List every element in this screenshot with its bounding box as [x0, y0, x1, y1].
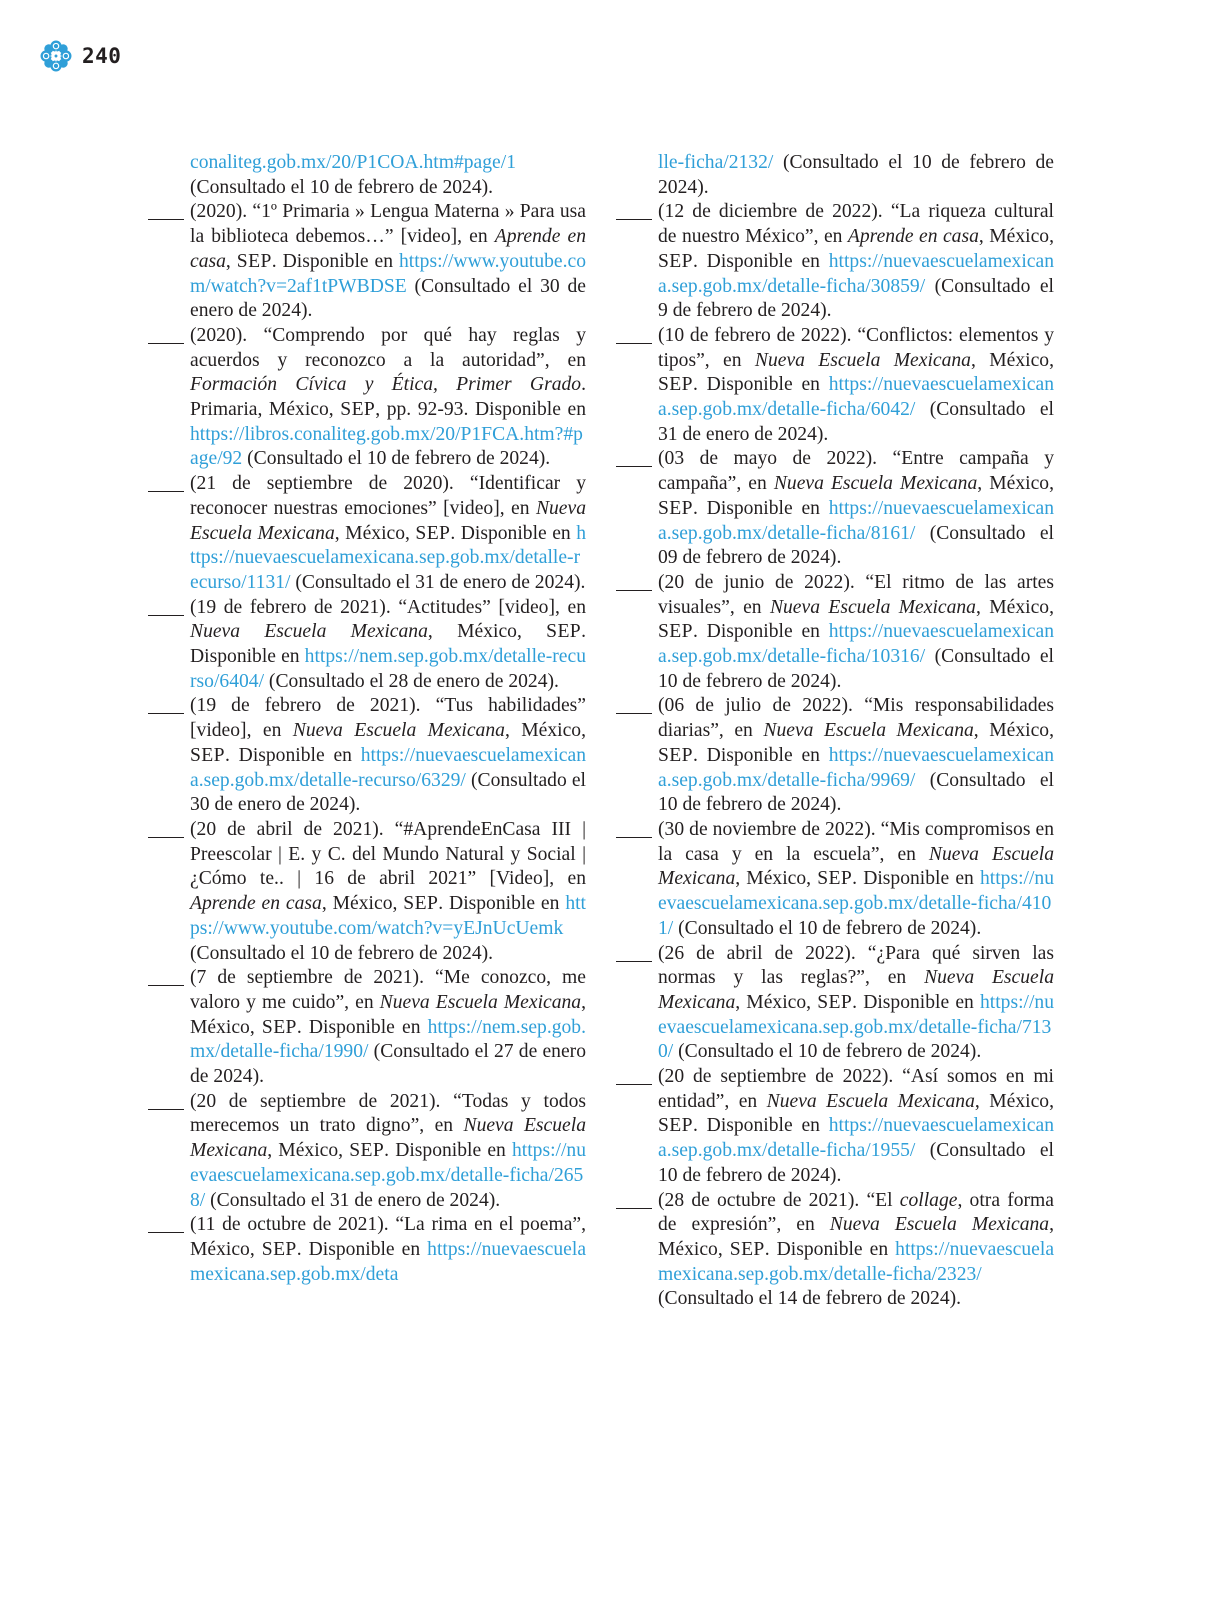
reference-entry	[190, 1090, 586, 1214]
italic-title: Nueva Escuela Mexicana	[190, 497, 586, 544]
reference-link[interactable]: https://www.youtube.com/watch?v=2af1tPWBDSE	[190, 250, 587, 297]
reference-text: (Consultado el 10 de febrero de 2024).	[658, 769, 1054, 816]
reference-text: . Disponible en	[224, 744, 361, 766]
reference-text: , México,	[735, 868, 818, 890]
reference-text: , México,	[658, 1214, 1055, 1260]
reference-text: . Disponible en	[692, 497, 829, 519]
reference-link[interactable]: https://nuevaescuelamexicana.sep.gob.mx/detalle-ficha/6042/	[658, 374, 1054, 421]
reference-text: (Consultado el 10 de febrero de 2024).	[190, 942, 494, 964]
reference-link[interactable]: https://nuevaescuelamexicana.sep.gob.mx/detalle-ficha/9969/	[658, 744, 1054, 791]
reference-text: , México,	[267, 1140, 350, 1162]
reference-entry	[658, 447, 1054, 571]
reference-entry	[658, 1189, 1054, 1313]
reference-entry	[658, 818, 1054, 942]
reference-text: (11 de octubre de 2021). “La rima en el poema”, México,	[190, 1214, 586, 1260]
reference-text: , México,	[334, 522, 416, 544]
reference-text: (Consultado el 31 de enero de 2024).	[290, 571, 586, 593]
reference-text: (30 de noviembre de 2022). “Mis compromisos en la casa y en la escuela”, en	[658, 818, 1054, 865]
reference-text: (26 de abril de 2022). “¿Para qué sirven las normas y las reglas?”, en	[658, 942, 1054, 989]
reference-text: . Disponible en	[692, 250, 829, 272]
publisher-abbrev: SEP	[546, 621, 582, 643]
italic-title: Nueva Escuela Mexicana	[766, 1090, 975, 1112]
page-header	[38, 38, 121, 74]
reference-entry	[190, 966, 586, 1090]
reference-text: (20 de septiembre de 2021). “Todas y todos merecemos un trato digno”, en	[190, 1090, 586, 1137]
italic-title: Nueva Escuela Mexicana	[658, 843, 1054, 890]
reference-entry	[190, 1213, 586, 1287]
reference-link[interactable]: https://nuevaescuelamexicana.sep.gob.mx/detalle-ficha/30859/	[658, 250, 1054, 297]
reference-text: , otra forma de expresión”, en	[658, 1189, 1054, 1236]
reference-link[interactable]: https://nuevaescuelamexicana.sep.gob.mx/detalle-ficha/2323/	[658, 1238, 1055, 1285]
italic-title: Formación Cívica y Ética, Primer Grado	[190, 374, 582, 396]
reference-text: (06 de julio de 2022). “Mis responsabilidades diarias”, en	[658, 695, 1054, 742]
reference-entry	[658, 571, 1054, 695]
reference-text: (Consultado el 30 de enero de 2024).	[190, 275, 586, 322]
italic-title: collage	[899, 1189, 958, 1211]
bibliography-column-right	[658, 151, 1054, 1312]
reference-entry	[658, 151, 1054, 200]
reference-text: (Consultado el 30 de enero de 2024).	[190, 769, 586, 816]
page-number: 240	[82, 44, 122, 68]
publisher-abbrev: SEP	[658, 744, 693, 766]
reference-link[interactable]: https://nuevaescuelamexicana.sep.gob.mx/detalle-recurso/6329/	[190, 744, 586, 791]
reference-text: . Disponible en	[190, 621, 587, 668]
publisher-abbrev: SEP	[403, 893, 439, 915]
reference-link[interactable]: https://nuevaescuelamexicana.sep.gob.mx/detalle-ficha/10316/	[658, 621, 1054, 668]
reference-text: , pp. 92-93. Disponible en	[375, 399, 586, 421]
reference-text: (Consultado el 27 de enero de 2024).	[190, 1041, 586, 1088]
reference-text: . Disponible en	[852, 991, 980, 1013]
publisher-abbrev: SEP	[729, 1238, 765, 1260]
publisher-abbrev: SEP	[340, 399, 376, 421]
reference-text: , México,	[973, 720, 1054, 742]
reference-text: (2020). “1º Primaria » Lengua Materna » Para usa la biblioteca debemos…” [video], en	[190, 201, 586, 248]
reference-text: , México,	[427, 621, 547, 643]
reference-text: . Primaria, México,	[190, 374, 586, 421]
italic-title: Aprende en casa	[847, 226, 979, 248]
reference-text: (Consultado el 31 de enero de 2024).	[658, 399, 1054, 445]
reference-text: (Consultado el 31 de enero de 2024).	[205, 1189, 501, 1211]
reference-text: . Disponible en	[271, 250, 399, 272]
reference-text: . Disponible en	[692, 744, 829, 766]
italic-title: Nueva Escuela Mexicana	[829, 1214, 1050, 1236]
reference-text: . Disponible en	[384, 1140, 512, 1162]
reference-text: (Consultado el 10 de febrero de 2024).	[673, 1041, 982, 1063]
reference-link[interactable]: https://nem.sep.gob.mx/detalle-recurso/6404/	[190, 646, 586, 692]
reference-entry	[658, 324, 1054, 448]
italic-title: Nueva Escuela Mexicana	[769, 596, 976, 618]
reference-text: (Consultado el 14 de febrero de 2024).	[658, 1288, 962, 1310]
reference-text: . Disponible en	[296, 1016, 428, 1038]
publisher-abbrev: SEP	[658, 621, 693, 643]
publisher-abbrev: SEP	[236, 250, 272, 272]
reference-text: (28 de octubre de 2021). “El	[658, 1189, 900, 1211]
reference-text: . Disponible en	[438, 893, 566, 915]
reference-text: (Consultado el 10 de febrero de 2024).	[242, 448, 551, 470]
publisher-abbrev: SEP	[817, 991, 853, 1013]
reference-text: (Consultado el 10 de febrero de 2024).	[658, 152, 1054, 198]
italic-title: Nueva Escuela Mexicana	[658, 967, 1054, 1013]
reference-text: , México,	[735, 991, 818, 1013]
reference-text: (Consultado el 10 de febrero de 2024).	[658, 646, 1054, 692]
publisher-abbrev: SEP	[658, 1115, 693, 1137]
reference-text: (7 de septiembre de 2021). “Me conozco, me valoro y me cuido”, en	[190, 967, 586, 1013]
bibliography-column-left	[190, 151, 586, 1287]
reference-text: . Disponible en	[764, 1238, 896, 1260]
italic-title: Nueva Escuela Mexicana	[763, 720, 974, 742]
reference-text: (Consultado el 9 de febrero de 2024).	[658, 275, 1054, 322]
reference-text: (Consultado el 10 de febrero de 2024).	[673, 917, 982, 939]
publisher-abbrev: SEP	[658, 250, 693, 272]
flower-emblem-icon	[38, 38, 74, 74]
reference-entry	[658, 694, 1054, 818]
publisher-abbrev: SEP	[349, 1140, 385, 1162]
reference-entry	[658, 942, 1054, 1066]
reference-text: . Disponible en	[692, 621, 829, 643]
publisher-abbrev: SEP	[658, 374, 693, 396]
reference-link[interactable]: https://libros.conaliteg.gob.mx/20/P1FCA.htm?#page/92	[190, 423, 583, 470]
reference-text: . Disponible en	[692, 374, 829, 396]
reference-text: , México,	[190, 991, 587, 1038]
reference-text: (Consultado el 09 de febrero de 2024).	[658, 522, 1054, 569]
reference-entry	[190, 200, 586, 324]
reference-text: (20 de septiembre de 2022). “Así somos en mi entidad”, en	[658, 1066, 1054, 1112]
reference-link[interactable]: conaliteg.gob.mx/20/P1COA.htm#page/1	[190, 152, 516, 173]
reference-link[interactable]: https://nuevaescuelamexicana.sep.gob.mx/deta	[190, 1238, 587, 1285]
reference-text: (19 de febrero de 2021). “Tus habilidades” [video], en	[190, 695, 586, 742]
italic-title: Nueva Escuela Mexicana	[292, 720, 505, 742]
reference-text: (10 de febrero de 2022). “Conflictos: elementos y tipos”, en	[658, 324, 1054, 371]
reference-text: ,	[225, 250, 237, 272]
reference-link[interactable]: https://nuevaescuelamexicana.sep.gob.mx/detalle-ficha/7130/	[658, 991, 1055, 1063]
italic-title: Nueva Escuela Mexicana	[190, 1115, 586, 1162]
reference-link[interactable]: lle-ficha/2132/	[658, 152, 774, 173]
publisher-abbrev: SEP	[261, 1238, 297, 1260]
publisher-abbrev: SEP	[658, 497, 693, 519]
italic-title: Nueva Escuela Mexicana	[379, 991, 582, 1013]
reference-text: (03 de mayo de 2022). “Entre campaña y campaña”, en	[658, 448, 1054, 495]
reference-text: , México,	[975, 596, 1054, 618]
reference-text: . Disponible en	[450, 522, 577, 544]
reference-link[interactable]: https://nuevaescuelamexicana.sep.gob.mx/detalle-ficha/8161/	[658, 497, 1054, 544]
reference-text: (20 de junio de 2022). “El ritmo de las artes visuales”, en	[658, 571, 1054, 618]
reference-link[interactable]: https://nuevaescuelamexicana.sep.gob.mx/detalle-ficha/4101/	[658, 868, 1055, 939]
italic-title: Aprende en casa	[190, 893, 322, 915]
italic-title: Aprende en casa	[190, 226, 586, 272]
reference-text: (Consultado el 10 de febrero de 2024).	[658, 1140, 1054, 1186]
reference-entry	[190, 596, 586, 695]
publisher-abbrev: SEP	[817, 868, 853, 890]
reference-text: , México,	[974, 1090, 1055, 1112]
reference-text: , México,	[978, 226, 1054, 248]
reference-entry	[190, 151, 586, 200]
reference-text: (12 de diciembre de 2022). “La riqueza cultural de nuestro México”, en	[658, 201, 1054, 248]
reference-link[interactable]: https://nuevaescuelamexicana.sep.gob.mx/detalle-ficha/2658/	[190, 1140, 587, 1211]
reference-text: , México,	[504, 720, 586, 742]
reference-text: (Consultado el 28 de enero de 2024).	[264, 670, 559, 692]
reference-text: (19 de febrero de 2021). “Actitudes” [video], en	[190, 596, 586, 618]
reference-entry	[658, 200, 1054, 324]
reference-text: (21 de septiembre de 2020). “Identificar y reconocer nuestras emociones” [video], en	[190, 473, 586, 519]
reference-entry	[190, 818, 586, 966]
reference-text: . Disponible en	[692, 1115, 829, 1137]
reference-text: , México,	[977, 473, 1054, 495]
reference-text: , México,	[970, 349, 1054, 371]
reference-entry	[190, 472, 586, 596]
reference-entry	[190, 324, 586, 472]
reference-text: (2020). “Comprendo por qué hay reglas y acuerdos y reconozco a la autoridad”, en	[190, 324, 586, 371]
publisher-abbrev: SEP	[415, 522, 451, 544]
reference-text: . Disponible en	[296, 1238, 428, 1260]
reference-entry	[658, 1065, 1054, 1189]
reference-text: . Disponible en	[852, 868, 980, 890]
publisher-abbrev: SEP	[261, 1016, 297, 1038]
italic-title: Nueva Escuela Mexicana	[190, 621, 428, 643]
publisher-abbrev: SEP	[190, 744, 225, 766]
italic-title: Nueva Escuela Mexicana	[773, 473, 978, 495]
reference-link[interactable]: https://www.youtube.com/watch?v=yEJnUcUemk	[190, 893, 586, 939]
reference-link[interactable]: https://nem.sep.gob.mx/detalle-ficha/1990/	[190, 1016, 587, 1063]
reference-text: , México,	[321, 893, 404, 915]
reference-link[interactable]: https://nuevaescuelamexicana.sep.gob.mx/detalle-recurso/1131/	[190, 522, 586, 593]
reference-entry	[190, 694, 586, 818]
reference-link[interactable]: https://nuevaescuelamexicana.sep.gob.mx/detalle-ficha/1955/	[658, 1115, 1054, 1162]
reference-text: (20 de abril de 2021). “#AprendeEnCasa III | Preescolar | E. y C. del Mundo Natural y Social | ¿Cómo te.. | 16 de abril 2021” [Video], en	[190, 818, 586, 890]
reference-text: (Consultado el 10 de febrero de 2024).	[190, 176, 494, 198]
italic-title: Nueva Escuela Mexicana	[754, 349, 971, 371]
